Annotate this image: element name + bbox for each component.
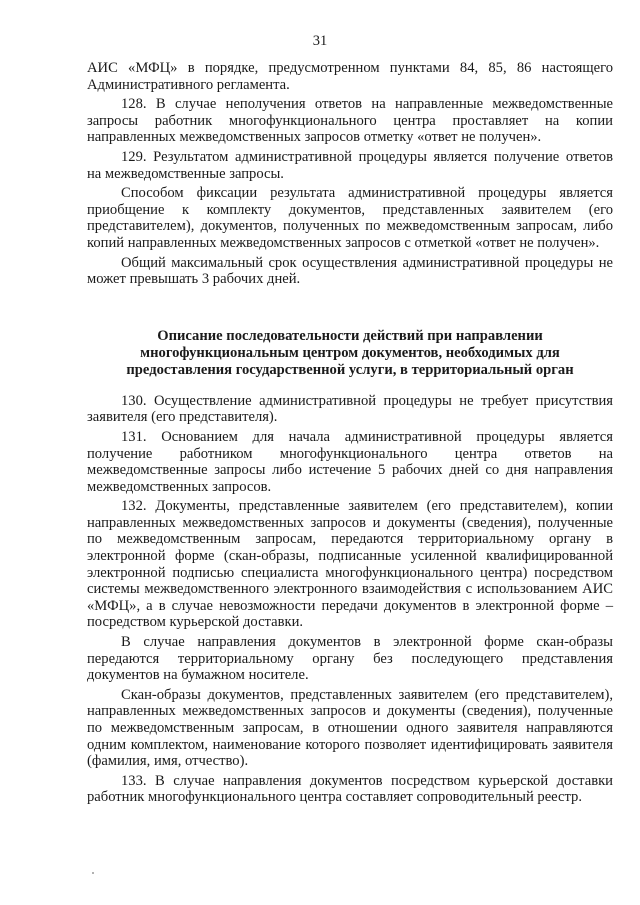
scan-artifact-dot xyxy=(92,872,94,874)
paragraph-scan-images: Скан-образы документов, представленных заявителем (его представителем), направленных межведомственных запросов и документы (сведения), полученные по межведомственным запросам, в отношении одного заявителя направляются одним комплектом, наименование которого позволяет идентифицировать заявителя (фамилия, имя, отчество). xyxy=(87,686,613,770)
paragraph-max-term: Общий максимальный срок осуществления административной процедуры не может превышать 3 рабочих дней. xyxy=(87,254,613,288)
paragraph-130: 130. Осуществление административной процедуры не требует присутствия заявителя (его представителя). xyxy=(87,392,613,426)
page-number: 31 xyxy=(312,33,328,49)
paragraph-128: 128. В случае неполучения ответов на направленные межведомственные запросы работник многофункционального центра проставляет на копии направленных межведомственных запросов отметку «ответ не получен». xyxy=(87,96,613,146)
paragraph-continuation: АИС «МФЦ» в порядке, предусмотренном пунктами 84, 85, 86 настоящего Административного регламента. xyxy=(87,60,613,93)
paragraph-133: 133. В случае направления документов посредством курьерской доставки работник многофункционального центра составляет сопроводительный реестр. xyxy=(87,772,613,806)
document-body xyxy=(87,60,613,806)
paragraph-129: 129. Результатом административной процедуры является получение ответов на межведомственные запросы. xyxy=(87,148,613,182)
paragraph-131: 131. Основанием для начала административной процедуры является получение работником многофункционального центра ответов на межведомственные запросы либо истечение 5 рабочих дней со дня направления межведомственных запросов. xyxy=(87,428,613,495)
paragraph-scan-electronic: В случае направления документов в электронной форме скан-образы передаются территориальному органу без последующего представления документов на бумажном носителе. xyxy=(87,634,613,684)
paragraph-fixation-method: Способом фиксации результата административной процедуры является приобщение к комплекту документов, представленных заявителем (его представителем), документов, полученных по межведомственным запросам, либо копий направленных межведомственных запросов с отметкой «ответ не получен». xyxy=(87,185,613,251)
section-heading: Описание последовательности действий при направлении многофункциональным центром документов, необходимых для предоставления государственной услуги, в территориальный орган xyxy=(126,327,574,378)
paragraph-132: 132. Документы, представленные заявителем (его представителем), копии направленных межведомственных запросов и документы (сведения), полученные по межведомственным запросам, передаются территориальному органу в электронной форме (скан-образы, подписанные усиленной квалифицированной электронной подписью специалиста многофункционального центра) посредством системы межведомственного электронного взаимодействия с использованием АИС «МФЦ», а в случае невозможности передачи документов в электронной форме – посредством курьерской доставки. xyxy=(87,498,613,631)
